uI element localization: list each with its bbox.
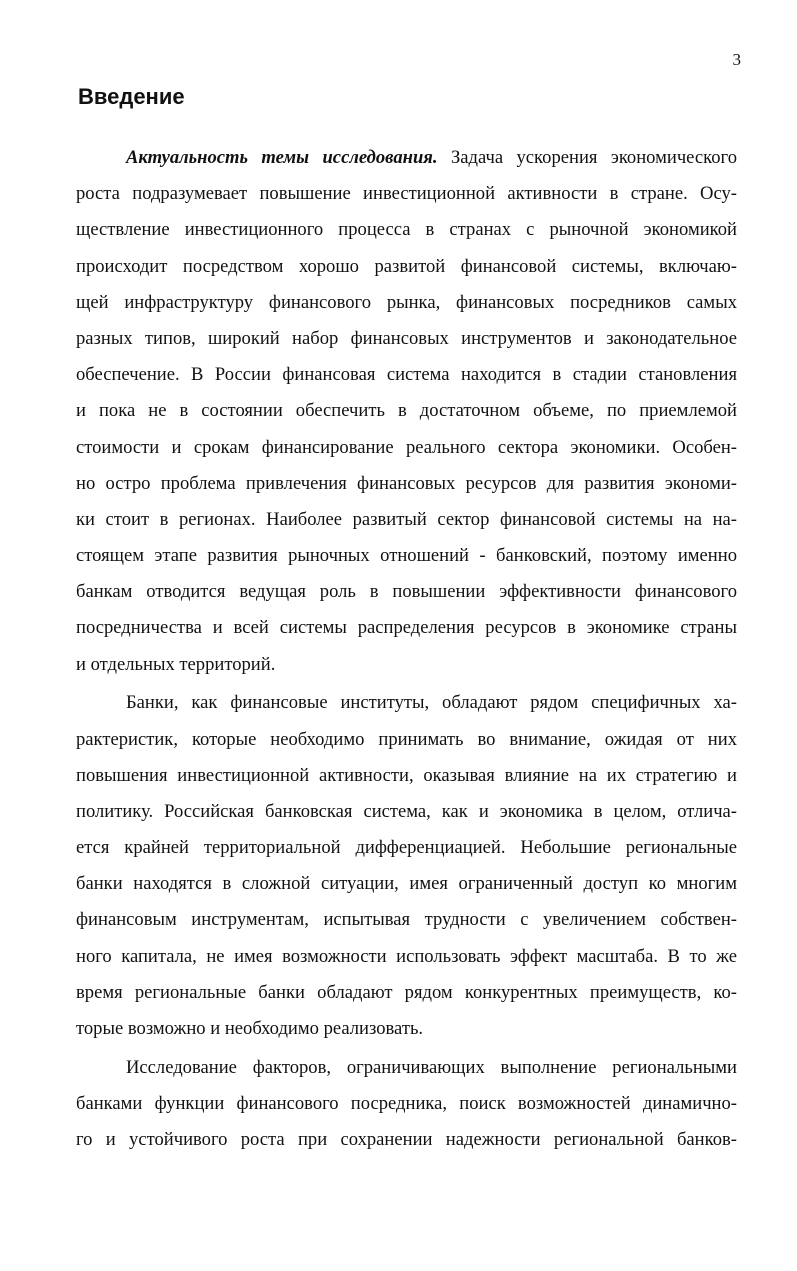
paragraph-line: ки стоит в регионах. Наиболее развитый сектор финансовой системы на на- [76,508,737,530]
paragraph-line: и отдельных территорий. [76,653,276,675]
paragraph-line: Банки, как финансовые институты, обладают рядом специфичных ха- [126,692,737,714]
paragraph-line: банками функции финансового посредника, поиск возможностей динамично- [76,1092,737,1114]
paragraph-line: обеспечение. В России финансовая система находится в стадии становления [76,364,737,386]
paragraph-line: ется крайней территориальной дифференциацией. Небольшие региональные [76,837,737,859]
paragraph-line: щей инфраструктуру финансового рынка, финансовых посредников самых [76,291,737,313]
lead-phrase: Актуальность темы исследования. [126,147,438,168]
paragraph-line: политику. Российская банковская система, как и экономика в целом, отлича- [76,800,737,822]
paragraph-line: Актуальность темы исследования. Задача ускорения экономического [126,147,738,168]
paragraph-line: повышения инвестиционной активности, оказывая влияние на их стратегию и [76,764,737,786]
paragraph-line: происходит посредством хорошо развитой финансовой системы, включаю- [76,255,737,277]
paragraph-line: разных типов, широкий набор финансовых инструментов и законодательное [76,327,737,349]
paragraph-line: банки находятся в сложной ситуации, имея ограниченный доступ ко многим [76,873,737,895]
paragraph-line: финансовым инструментам, испытывая трудности с увеличением собствен- [76,909,737,931]
paragraph-line: но остро проблема привлечения финансовых ресурсов для развития экономи- [76,472,737,494]
paragraph-line: го и устойчивого роста при сохранении надежности региональной банков- [76,1129,737,1151]
paragraph-line: посредничества и всей системы распределения ресурсов в экономике страны [76,617,737,639]
paragraph-line: ществление инвестиционного процесса в странах с рыночной экономикой [76,219,737,241]
paragraph-line: и пока не в состоянии обеспечить в достаточном объеме, по приемлемой [76,400,737,422]
paragraph-line: Исследование факторов, ограничивающих выполнение региональными [126,1056,737,1078]
paragraph-line: ного капитала, не имея возможности использовать эффект масштаба. В то же [76,945,737,967]
page-number: 3 [732,50,741,69]
paragraph-line: рактеристик, которые необходимо принимать во внимание, ожидая от них [76,728,737,750]
section-heading: Введение [78,84,185,109]
paragraph-line: торые возможно и необходимо реализовать. [76,1018,424,1039]
document-body [76,140,737,1158]
paragraph-line: роста подразумевает повышение инвестиционной активности в стране. Осу- [76,183,737,205]
paragraph-line: стоимости и срокам финансирование реального сектора экономики. Особен- [76,436,737,458]
paragraph-line: банкам отводится ведущая роль в повышении эффективности финансового [76,581,737,603]
paragraph-line: стоящем этапе развития рыночных отношений - банковский, поэтому именно [76,545,737,567]
paragraph-line: время региональные банки обладают рядом конкурентных преимуществ, ко- [76,981,737,1003]
